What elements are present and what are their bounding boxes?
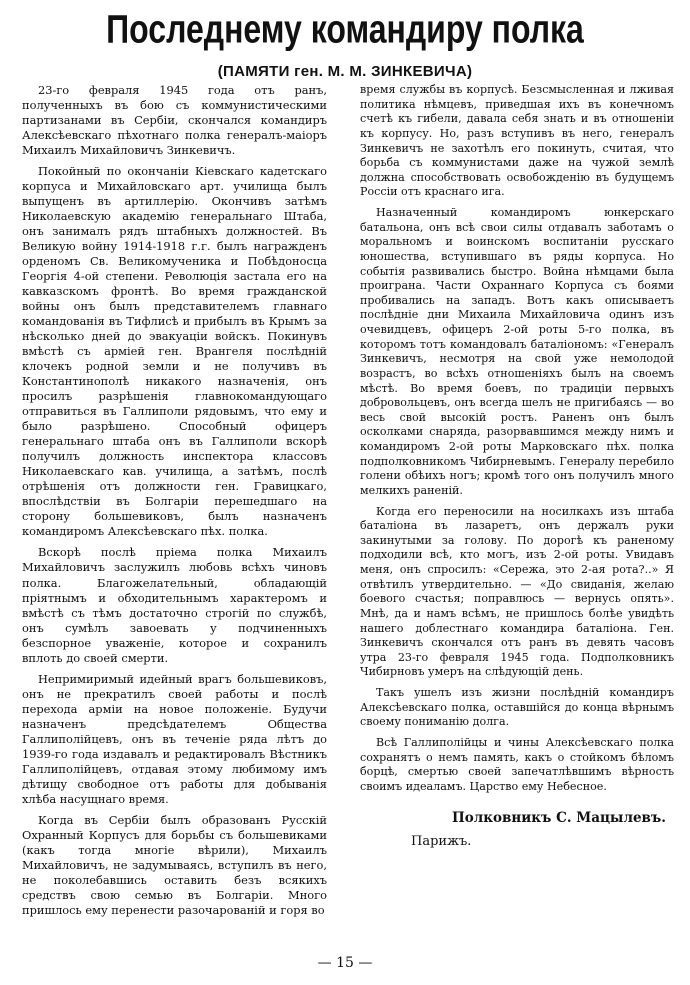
left-column [22, 83, 327, 924]
author-signature: Полковникъ С. Мацылевъ. [452, 810, 666, 826]
paragraph: Всѣ Галлиполійцы и чины Алексѣевскаго полка сохранятъ о немъ память, какъ о стойкомъ бѣломъ борцѣ, смертью своей запечатлѣвшимъ вѣрность своимъ идеаламъ. Царство ему Небесное. [360, 735, 674, 793]
paragraph: 23-го февраля 1945 года отъ ранъ, полученныхъ въ бою съ коммунистическими партизанами въ Сербіи, скончался командиръ Алексѣевскаго пѣхотнаго полка генералъ-маіоръ Михаилъ Михайловичъ Зинкевичъ. [22, 83, 327, 158]
paragraph: время службы въ корпусѣ. Безсмысленная и лживая политика нѣмцевъ, приведшая ихъ въ конечномъ счетѣ къ гибели, давала себя знать и въ отношеніи къ корпусу. Но, разъ вступивъ въ него, генералъ Зинкевичъ не захотѣлъ его покинуть, считая, что борьба съ коммунистами даже на чужой землѣ должна способствовать освобожденію въ будущемъ Россіи отъ краснаго ига. [360, 83, 674, 199]
article-subtitle: (ПАМЯТИ ген. М. М. ЗИНКЕВИЧА) [217, 63, 473, 80]
page-number: — 15 — [317, 955, 373, 971]
paragraph: Назначенный командиромъ юнкерскаго батальона, онъ всѣ свои силы отдавалъ заботамъ о моральномъ и воинскомъ воспитаніи русскаго юношества, вступившаго въ ряды корпуса. Но событія развивались быстро. Война нѣмцами была проиграна. Части Охраннаго Корпуса съ боями пробивались на западъ. Вотъ какъ описываетъ послѣдніе дни Михаила Михайловича одинъ изъ очевидцевъ, офицеръ 2-ой роты 5-го полка, въ которомъ тотъ командовалъ баталіономъ: «Генералъ Зинкевичъ, несмотря на свой уже немолодой возрастъ, во всѣхъ отношеніяхъ былъ на своемъ мѣстѣ. Во время боевъ, по традиціи первыхъ добровольцевъ, онъ всегда шелъ не пригибаясь — во весь свой высокій ростъ. Раненъ онъ былъ осколками снаряда, разорвавшимся между нимъ и командиромъ 2-ой роты Марковскаго пѣх. полка подполковникомъ Чибирневымъ. Генералу перебило голени обѣихъ ногъ; кромѣ того онъ получилъ много мелкихъ раненій. [360, 206, 674, 497]
paragraph: Покойный по окончаніи Кіевскаго кадетскаго корпуса и Михайловскаго арт. училища былъ выпущенъ въ артиллерію. Окончивъ затѣмъ Николаевскую академію генеральнаго Штаба, онъ занималъ рядъ штабныхъ должностей. Въ Великую войну 1914-1918 г.г. былъ награжденъ орденомъ Св. Великомученика и Побѣдоносца Георгія 4-ой степени. Революція застала его на кавказскомъ фронтѣ. Во время гражданской войны онъ былъ представителемъ главнаго командованія въ Тифлисѣ и прибылъ въ Крымъ за нѣсколько дней до эвакуаціи войскъ. Покинувъ вмѣстѣ съ арміей ген. Врангеля послѣдній клочекъ родной земли и не получивъ въ Константинополѣ никакого назначенія, онъ просилъ разрѣшенія главнокомандующаго отправиться въ Галлиполи рядовымъ, что ему и было разрѣшено. Способный офицеръ генеральнаго штаба онъ въ Галлиполи вскорѣ получилъ должность инспектора классовъ Николаевскаго кав. училища, а затѣмъ, послѣ отрѣшенія отъ должности ген. Гравицкаго, впослѣдствіи въ Болгаріи перешедшаго на сторону большевиковъ, былъ назначенъ командиромъ Алексѣевскаго пѣх. полка. [22, 164, 327, 539]
article-title: Последнему командиру полка [106, 6, 584, 51]
paragraph: Когда въ Сербіи былъ образованъ Русскій Охранный Корпусъ для борьбы съ большевиками (какъ тогда многіе вѣрили), Михаилъ Михайловичъ, не задумываясь, вступилъ въ него, не поколебавшись оставить безъ всякихъ средствъ свою семью въ Болгаріи. Много пришлось ему перенести разочарованій и горя во [22, 812, 327, 917]
paragraph: Когда его переносили на носилкахъ изъ штаба баталіона въ лазаретъ, онъ держалъ руки закинутыми за голову. По дорогѣ къ раненому подходили всѣ, кто могъ, изъ 2-ой роты. Увидавъ меня, онъ спросилъ: «Сережа, это 2-ая рота?..» Я отвѣтилъ утвердительно. — «До свиданія, желаю боевого счастья; поправлюсь — вернусь опять». Мнѣ, да и намъ всѣмъ, не пришлось болѣе увидѣть нашего доблестнаго командира баталіона. Ген. Зинкевичъ скончался отъ ранъ въ девять часовъ утра 23-го февраля 1945 года. Подполковникъ Чибирновъ умеръ на слѣдующій день. [360, 504, 674, 679]
paragraph: Такъ ушелъ изъ жизни послѣдній командиръ Алексѣевскаго полка, оставшійся до конца вѣрнымъ своему пониманію долга. [360, 686, 674, 729]
right-column [360, 83, 674, 800]
paragraph: Вскорѣ послѣ пріема полка Михаилъ Михайловичъ заслужилъ любовь всѣхъ чиновъ полка. Благожелательный, обладающій пріятнымъ и обходительнымъ характеромъ и вмѣстѣ съ тѣмъ достаточно строгій по службѣ, онъ сумѣлъ завоевать у подчиненныхъ безспорное уваженіе, которое и сохранилъ вплоть до своей смерти. [22, 545, 327, 665]
place-name: Парижъ. [411, 834, 472, 849]
paragraph: Непримиримый идейный врагъ большевиковъ, онъ не прекратилъ своей работы и послѣ перехода арміи на новое положеніе. Будучи назначенъ предсѣдателемъ Общества Галлиполійцевъ, онъ въ теченіе ряда лѣтъ до 1939-го года издавалъ и редактировалъ Вѣстникъ Галлиполійцевъ, отдавая этому любимому имъ дѣтищу свободное отъ работы для добыванія хлѣба насущнаго время. [22, 671, 327, 806]
